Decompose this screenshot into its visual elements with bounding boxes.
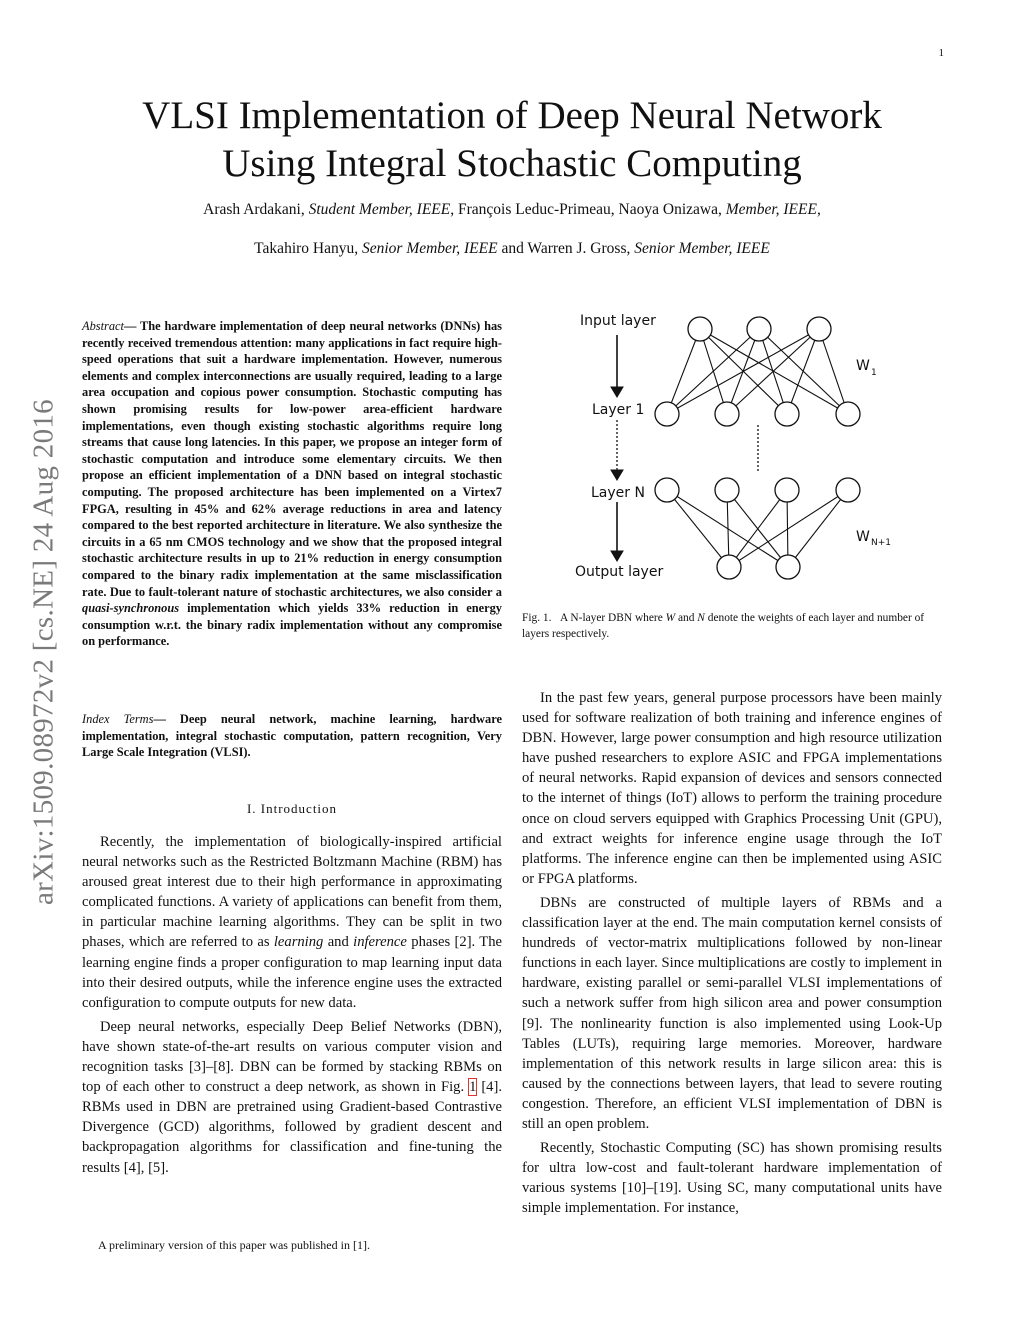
label-wn1: W [856, 529, 870, 545]
label-input-layer: Input layer [580, 313, 656, 329]
text-emphasis: learning [273, 934, 324, 951]
index-terms-dash: — [153, 712, 180, 726]
right-column-body [522, 688, 942, 1222]
hidden-neuron [836, 402, 860, 426]
right-paragraph-1: In the past few years, general purpose processors have been mainly used for software realization of both training and inference engines of DBN. However, large power consumption and high resource utilization have pushed researchers to explore ASIC and FPGA implementations of neural networks. Rapid expansion of devices and sensors connected to the internet of things (IoT) allows to perform the training procedure once on cloud servers equipped with Graphics Processing Unit (GPU), and extract weights for inference engine usage through the IoT platforms. The inference engine can then be implemented using ASIC or FPGA platforms. [522, 690, 942, 887]
author-punct: , [816, 201, 821, 218]
right-paragraph-2: DBNs are constructed of multiple layers of RBMs and a classification layer at the end. The main computation kernel consists of hundreds of vector-matrix multiplications followed by non-linear functions in each layer. Since multiplications are costly to implement in hardware, existing parallel or semi-parallel VLSI implementations of such a network suffer from high silicon area and power consumption [9]. The nonlinearity function is also implemented using Look-Up Tables (LUTs), requiring large memories. Moreover, hardware implementation of this network results in large silicon area: this is caused by the connections between layers, that lead to severe routing congestion. Therefore, an efficient VLSI implementation of DBN is still an open problem. [522, 894, 942, 1132]
page-number: 1 [938, 47, 944, 59]
output-neuron [717, 555, 741, 579]
label-layer-1: Layer 1 [592, 402, 645, 418]
hidden-neuron [836, 478, 860, 502]
intro-paragraph-1 [82, 832, 502, 1013]
text-run: A N-layer DBN where [559, 612, 666, 624]
author-line-1 [0, 201, 1024, 219]
math-var: W [665, 612, 676, 624]
index-terms [82, 711, 502, 761]
text-run: Recently, the implementation of biologically-inspired artificial neural networks such as the Restricted Boltzmann Machine (RBM) has aroused great interest due to their high performance in approximating complicated functions. A variety of applications can benefit from them, in particular machine learning algorithms. They can be split in two phases, which are referred to as [82, 834, 502, 951]
edges-w1 [667, 329, 848, 414]
paper-title [0, 92, 1024, 188]
figure-caption [522, 611, 942, 642]
author-role: Senior Member, IEEE [634, 240, 770, 257]
author-line-2 [0, 240, 1024, 258]
left-column-body [82, 832, 502, 1182]
flow-arrows [611, 335, 623, 561]
output-neuron [776, 555, 800, 579]
right-paragraph-3: Recently, Stochastic Computing (SC) has shown promising results for ultra low-cost and fault-tolerant hardware implementation of various systems [10]–[19]. Using SC, many computational units have simple implementation. For instance, [522, 1140, 942, 1217]
hidden-neuron [655, 478, 679, 502]
label-layer-n: Layer N [591, 485, 645, 501]
text-run: and [675, 612, 698, 624]
abstract-text-end: implementation which yields 33% reduction in energy consumption w.r.t. the binary radix implementation without any compromise on performance. [82, 601, 502, 649]
hidden-neuron [715, 478, 739, 502]
input-neuron [747, 317, 771, 341]
figure-reference-link[interactable]: 1 [469, 1079, 477, 1096]
title-line-2: Using Integral Stochastic Computing [222, 142, 802, 185]
index-terms-lead: Index Terms [82, 712, 154, 726]
index-terms-text: Deep neural network, machine learning, hardware implementation, integral stochastic computation, pattern recognition, Very Large Scale Integration (VLSI). [82, 712, 502, 760]
math-var: N [697, 612, 705, 624]
abstract-dash: — [124, 319, 140, 333]
author-role: Member, IEEE [725, 201, 817, 218]
author-name: and Warren J. Gross, [497, 240, 635, 257]
text-run: Deep neural networks, especially Deep Belief Networks (DBN), have shown state-of-the-art results on various computer vision and recognition tasks [3]–[8]. DBN can be formed by stacking RBMs on top of each other to construct a deep network, as shown in Fig. [82, 1018, 502, 1096]
label-w1: W [856, 358, 870, 374]
caption-prefix: Fig. 1. [522, 612, 552, 624]
intro-paragraph-2 [82, 1017, 502, 1178]
figure-dbn-diagram [522, 305, 942, 595]
footnote: A preliminary version of this paper was published in [1]. [98, 1238, 370, 1252]
text-emphasis: inference [353, 934, 407, 951]
author-name: Takahiro Hanyu, [254, 240, 362, 257]
hidden-neuron [775, 402, 799, 426]
abstract-emphasis: quasi-synchronous [82, 601, 180, 616]
label-w1-subscript: 1 [871, 368, 877, 378]
neurons [655, 317, 860, 579]
author-name: , François Leduc-Primeau, Naoya Onizawa, [450, 201, 726, 218]
abstract-text: The hardware implementation of deep neural networks (DNNs) has recently received tremendous attention: many applications in fact require high-speed operations that suit a hardware implementation. However, numerous elements and complex interconnections are usually required, leading to a large area occupation and copious power consumption. Stochastic computing has shown promising results for low-power area-efficient hardware implementations, even though existing stochastic algorithms require long streams that cause long latencies. In this paper, we propose an integer form of stochastic computation and introduce some elementary circuits. We then propose an efficient implementation of a DNN based on integral stochastic computing. The proposed architecture has been implemented on a Virtex7 FPGA, resulting in 45% and 62% average reductions in area and latency compared to the best reported architecture in literature. We also synthesize the circuits in a 65 nm CMOS technology and we show that the proposed integral stochastic architecture results in up to 21% reduction in energy consumption compared to the binary radix implementation at the same misclassification rate. Due to fault-tolerant nature of stochastic architectures, we also consider a [82, 319, 503, 599]
title-line-1: VLSI Implementation of Deep Neural Network [142, 94, 882, 137]
text-run: phases [2]. The learning engine finds a proper configuration to map learning input data into their desired outputs, while the inference engine uses the extracted configuration to compute outputs for new data. [82, 934, 502, 1011]
arxiv-watermark: arXiv:1509.08972v2 [cs.NE] 24 Aug 2016 [27, 399, 60, 905]
text-run: denote the weights of each layer and number of layers respectively. [522, 612, 925, 640]
label-output-layer: Output layer [575, 564, 664, 580]
text-run: [4]. RBMs used in DBN are pretrained using Gradient-based Contrastive Divergence (GCD) algorithms, followed by gradient descent and backpropagation algorithms for classification and fine-tuning the results [4], [5]. [82, 1079, 502, 1176]
author-role: Student Member, IEEE [308, 201, 451, 218]
hidden-neuron [775, 478, 799, 502]
author-name: Arash Ardakani, [203, 201, 309, 218]
input-neuron [688, 317, 712, 341]
label-wn1-subscript: N+1 [871, 538, 891, 548]
dbn-diagram-svg [522, 305, 942, 595]
text-run: and [323, 934, 354, 951]
edges-wn [667, 490, 848, 567]
abstract-lead: Abstract [82, 319, 124, 333]
section-heading-introduction: I. Introduction [246, 801, 338, 816]
author-role: Senior Member, IEEE [361, 240, 498, 257]
hidden-neuron [655, 402, 679, 426]
hidden-neuron [715, 402, 739, 426]
abstract [82, 318, 502, 650]
input-neuron [807, 317, 831, 341]
